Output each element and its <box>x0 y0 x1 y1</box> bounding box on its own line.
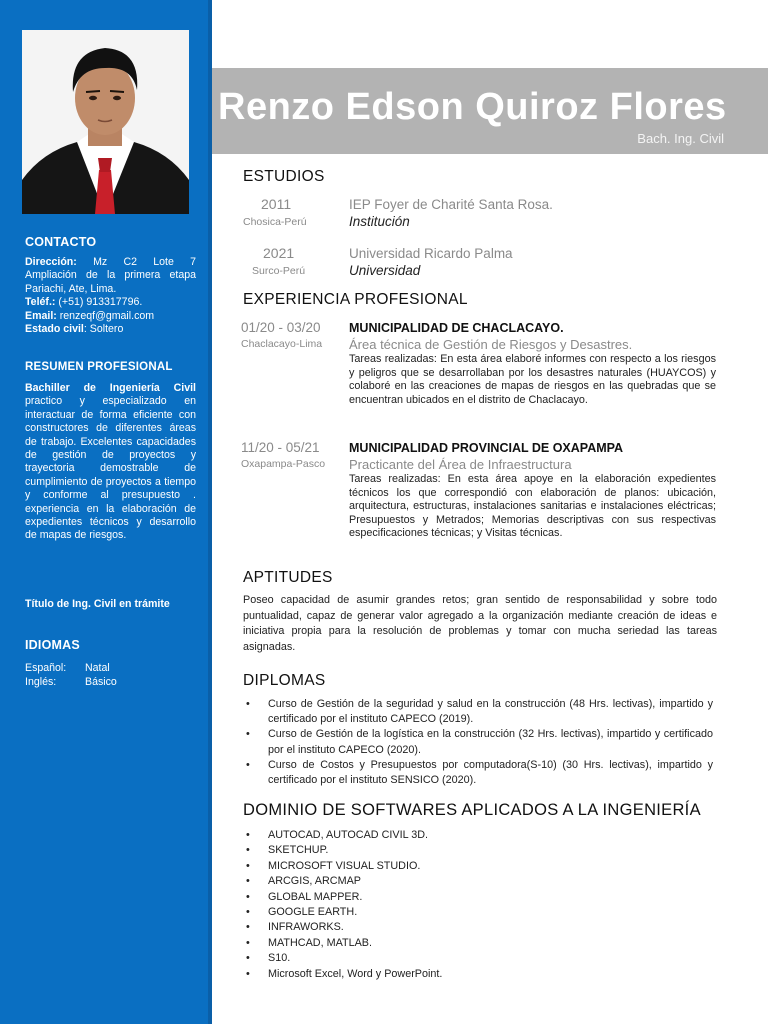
title-note: Título de Ing. Civil en trámite <box>25 598 170 610</box>
diploma-item: • Curso de Costos y Presupuestos por computadora(S-10) (30 Hrs. lectivas), impartido y certificado por el instituto SENSICO (2020). <box>243 758 713 788</box>
software-item: • MICROSOFT VISUAL STUDIO. <box>243 859 643 874</box>
language-level: Natal <box>85 662 110 674</box>
profile-photo <box>22 30 189 214</box>
job-organization: MUNICIPALIDAD DE CHACLACAYO. <box>349 321 564 335</box>
summary-text <box>25 382 196 543</box>
aptitudes-heading: APTITUDES <box>243 569 333 586</box>
study-kind: Institución <box>349 214 410 229</box>
summary-body: practico y especializado en interactuar de forma eficiente con constructores de diferentes áreas de trabajo. Excelentes capacidades de gestión de proyectos y trayectoria demostrable de cumplimiento de proyectos a tiempo y conforme al presupuesto . experiencia en la elaboración de expedientes técnicos y desarrollo de mapas de riesgos. <box>25 395 196 542</box>
job-description: Tareas realizadas: En esta área apoye en la elaboración expedientes técnicos los que correspondió con elaboración de planos: ubicación, arquitectura, estructuras, instalaciones sanitarias e instalaciones eléctricas; Presupuestos y Metrados; Memorias descriptivas con sus respectivas especificaciones técnicas; y Visitas técnicas. <box>349 473 716 539</box>
software-item: • INFRAWORKS. <box>243 920 643 935</box>
contact-heading: CONTACTO <box>25 235 97 249</box>
study-location: Surco-Perú <box>252 265 306 277</box>
language-name: Inglés: <box>25 676 57 688</box>
civil-status-label: Estado civil <box>25 323 84 336</box>
language-level: Básico <box>85 676 117 688</box>
aptitudes-text: Poseo capacidad de asumir grandes retos; gran sentido de responsabilidad y sobre todo puntualidad, capaz de generar valor agregado a la organización mediante creación de ideas e iniciativa propia para la resolución de problemas y tomar con mucha seriedad las tareas asignadas. <box>243 594 717 653</box>
diploma-item: • Curso de Gestión de la logística en la construcción (32 Hrs. lectivas), impartido y certificado por el instituto CAPECO (2020). <box>243 727 713 757</box>
software-item: • AUTOCAD, AUTOCAD CIVIL 3D. <box>243 828 643 843</box>
software-heading: DOMINIO DE SOFTWARES APLICADOS A LA INGENIERÍA <box>243 801 701 819</box>
job-location: Oxapampa-Pasco <box>241 458 326 470</box>
diplomas-heading: DIPLOMAS <box>243 672 326 689</box>
study-year: 2011 <box>261 196 292 212</box>
study-institution: IEP Foyer de Charité Santa Rosa. <box>349 197 553 212</box>
study-year: 2021 <box>263 245 295 261</box>
email-value: renzeqf@gmail.com <box>56 309 155 322</box>
diploma-item: • Curso de Gestión de la seguridad y salud en la construcción (48 Hrs. lectivas), impartido y certificado por el instituto CAPECO (2019). <box>243 697 713 727</box>
diplomas-list <box>243 697 713 788</box>
software-item: • Microsoft Excel, Word y PowerPoint. <box>243 967 643 982</box>
study-institution: Universidad Ricardo Palma <box>349 246 513 261</box>
address-value: Mz C2 Lote 7 Ampliación de la primera etapa Pariachi, Ate, Lima. <box>25 256 196 295</box>
degree-subtitle: Bach. Ing. Civil <box>637 131 724 146</box>
software-item: • MATHCAD, MATLAB. <box>243 936 643 951</box>
job-dates: 11/20 - 05/21 <box>241 440 320 455</box>
address-label: Dirección: <box>25 256 77 268</box>
software-item: • S10. <box>243 951 643 966</box>
language-row <box>25 676 196 689</box>
job-location: Chaclacayo-Lima <box>241 338 323 350</box>
full-name: Renzo Edson Quiroz Flores <box>218 86 727 128</box>
software-item: • ARCGIS, ARCMAP <box>243 874 643 889</box>
job-description: Tareas realizadas: En esta área elaboré informes con respecto a los riesgos y peligros que se desarrollaban por los desastres naturales (HUAYCOS) y colaboré en las creaciones de mapas de riesgos en las quebradas que se encuentran ubicados en el distrito de Chaclacayo. <box>349 353 716 406</box>
civil-status-value: : Soltero <box>83 323 124 336</box>
studies-heading: ESTUDIOS <box>243 168 325 185</box>
phone-value: (+51) 913317796. <box>55 296 143 309</box>
job-role: Practicante del Área de Infraestructura <box>349 457 572 472</box>
job-dates: 01/20 - 03/20 <box>241 320 321 335</box>
language-name: Español: <box>25 662 67 674</box>
study-kind: Universidad <box>349 263 421 278</box>
phone-label: Teléf.: <box>25 296 56 309</box>
summary-lead: Bachiller de Ingeniería Civil <box>25 382 196 394</box>
job-role: Área técnica de Gestión de Riesgos y Desastres. <box>349 337 633 352</box>
contact-details <box>25 256 196 336</box>
experience-heading: EXPERIENCIA PROFESIONAL <box>243 291 468 308</box>
summary-heading: RESUMEN PROFESIONAL <box>25 361 173 373</box>
software-item: • GOOGLE EARTH. <box>243 905 643 920</box>
software-item: • GLOBAL MAPPER. <box>243 890 643 905</box>
job-organization: MUNICIPALIDAD PROVINCIAL DE OXAPAMPA <box>349 441 624 455</box>
email-label: Email: <box>25 309 57 322</box>
languages-heading: IDIOMAS <box>25 638 80 652</box>
study-location: Chosica-Perú <box>243 216 307 228</box>
language-row <box>25 662 196 675</box>
software-list <box>243 828 643 982</box>
software-item: • SKETCHUP. <box>243 843 643 858</box>
